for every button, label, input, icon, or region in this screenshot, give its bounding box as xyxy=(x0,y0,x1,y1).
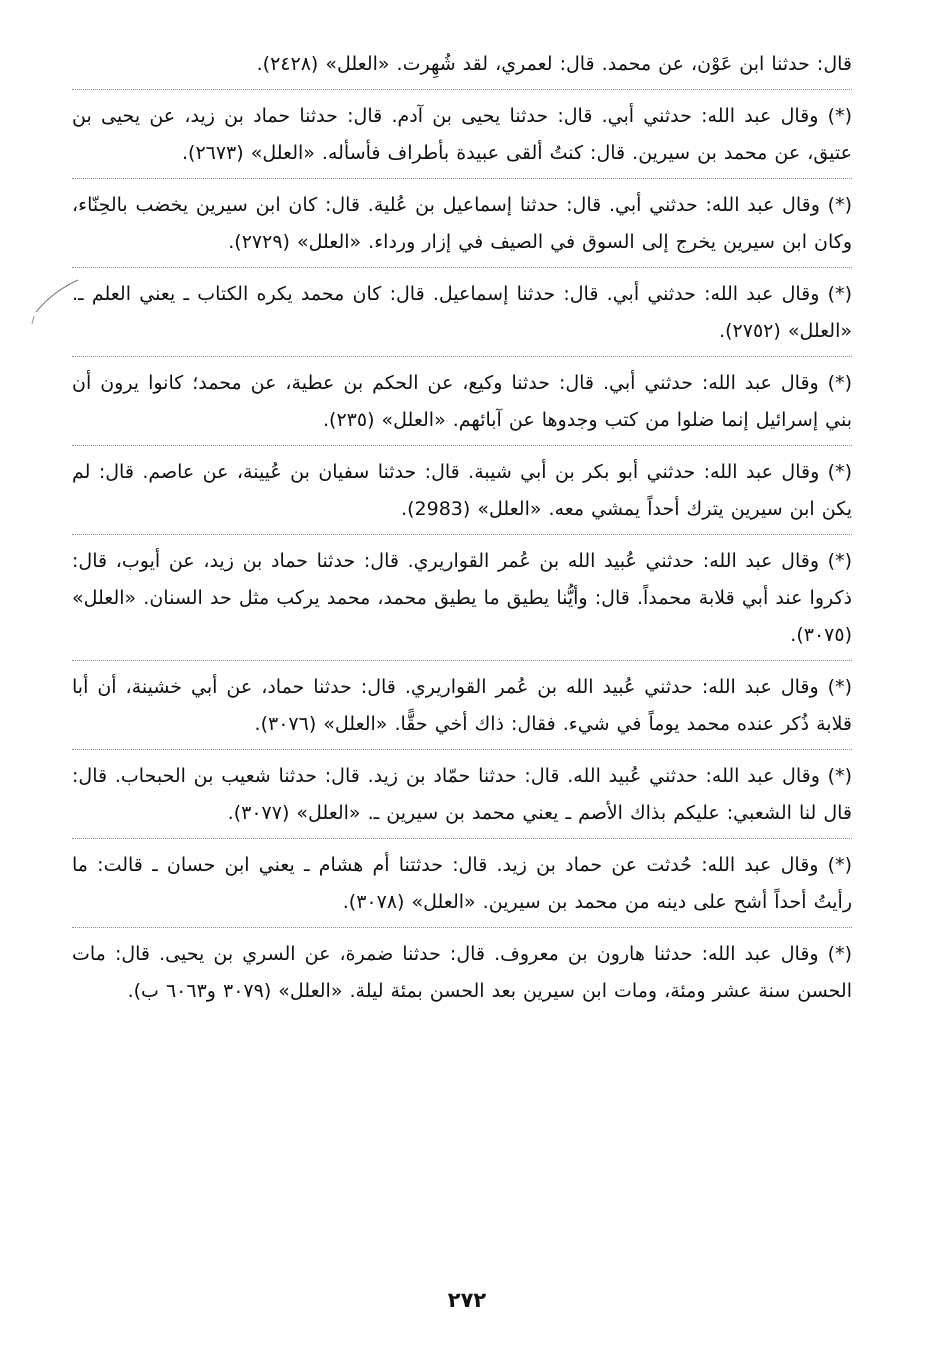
text-paragraph: (*) وقال عبد الله: حدثني أبي. قال: حدثنا يحيى بن آدم. قال: حدثنا حماد بن زيد، عن يحيى بن عتيق، عن محمد بن سيرين. قال: كنتُ ألقى عبيدة بأطراف فأسأله. «العلل» (٢٦٧٣). xyxy=(72,98,852,179)
text-paragraph: (*) وقال عبد الله: حدثني عُبيد الله بن عُمر القواريري. قال: حدثنا حماد، عن أبي خشينة، أن أبا قلابة ذُكر عنده محمد يوماً في شيء. فقال: ذاك أخي حقًّا. «العلل» (٣٠٧٦). xyxy=(72,669,852,750)
text-paragraph: (*) وقال عبد الله: حدثني عُبيد الله. قال: حدثنا حمّاد بن زيد. قال: حدثنا شعيب بن الحبحاب. قال: قال لنا الشعبي: عليكم بذاك الأصم ـ يعني محمد بن سيرين ـ. «العلل» (٣٠٧٧). xyxy=(72,758,852,839)
page-text xyxy=(72,46,852,1024)
text-paragraph: قال: حدثنا ابن عَوْن، عن محمد. قال: لعمري، لقد شُهِرت. «العلل» (٢٤٢٨). xyxy=(72,46,852,90)
text-paragraph: (*) وقال عبد الله: حدثني أبي. قال: حدثنا إسماعيل. قال: كان محمد يكره الكتاب ـ يعني العلم ـ. «العلل» (٢٧٥٢). xyxy=(72,276,852,357)
text-paragraph: (*) وقال عبد الله: حُدثت عن حماد بن زيد. قال: حدثتنا أم هشام ـ يعني ابن حسان ـ قالت: ما رأيتُ أحداً أشح على دينه من محمد بن سيرين. «العلل» (٣٠٧٨). xyxy=(72,847,852,928)
text-paragraph: (*) وقال عبد الله: حدثنا هارون بن معروف. قال: حدثنا ضمرة، عن السري بن يحيى. قال: مات الحسن سنة عشر ومئة، ومات ابن سيرين بعد الحسن بمئة ليلة. «العلل» (٣٠٧٩ و٦٠٦٣ ب). xyxy=(72,943,852,1002)
text-paragraph: (*) وقال عبد الله: حدثني أبي. قال: حدثنا إسماعيل بن عُلية. قال: كان ابن سيرين يخضب بالحِنّاء، وكان ابن سيرين يخرج إلى السوق في الصيف في إزار ورداء. «العلل» (٢٧٢٩). xyxy=(72,187,852,268)
text-paragraph: (*) وقال عبد الله: حدثني أبو بكر بن أبي شيبة. قال: حدثنا سفيان بن عُيينة، عن عاصم. قال: لم يكن ابن سيرين يترك أحداً يمشي معه. «العلل» (2983). xyxy=(72,454,852,535)
text-paragraph: (*) وقال عبد الله: حدثني عُبيد الله بن عُمر القواريري. قال: حدثنا حماد بن زيد، عن أيوب، قال: ذكروا عند أبي قلابة محمداً. قال: وأيُّنا يطيق ما يطيق محمد، محمد يركب مثل حد السنان. «العلل» (٣٠٧٥). xyxy=(72,543,852,661)
text-paragraph: (*) وقال عبد الله: حدثني أبي. قال: حدثنا وكيع، عن الحكم بن عطية، عن محمد؛ كانوا يرون أن بني إسرائيل إنما ضلوا من كتب وجدوها عن آبائهم. «العلل» (٢٣٥). xyxy=(72,365,852,446)
page-number: ٢٧٢ xyxy=(447,1288,487,1312)
